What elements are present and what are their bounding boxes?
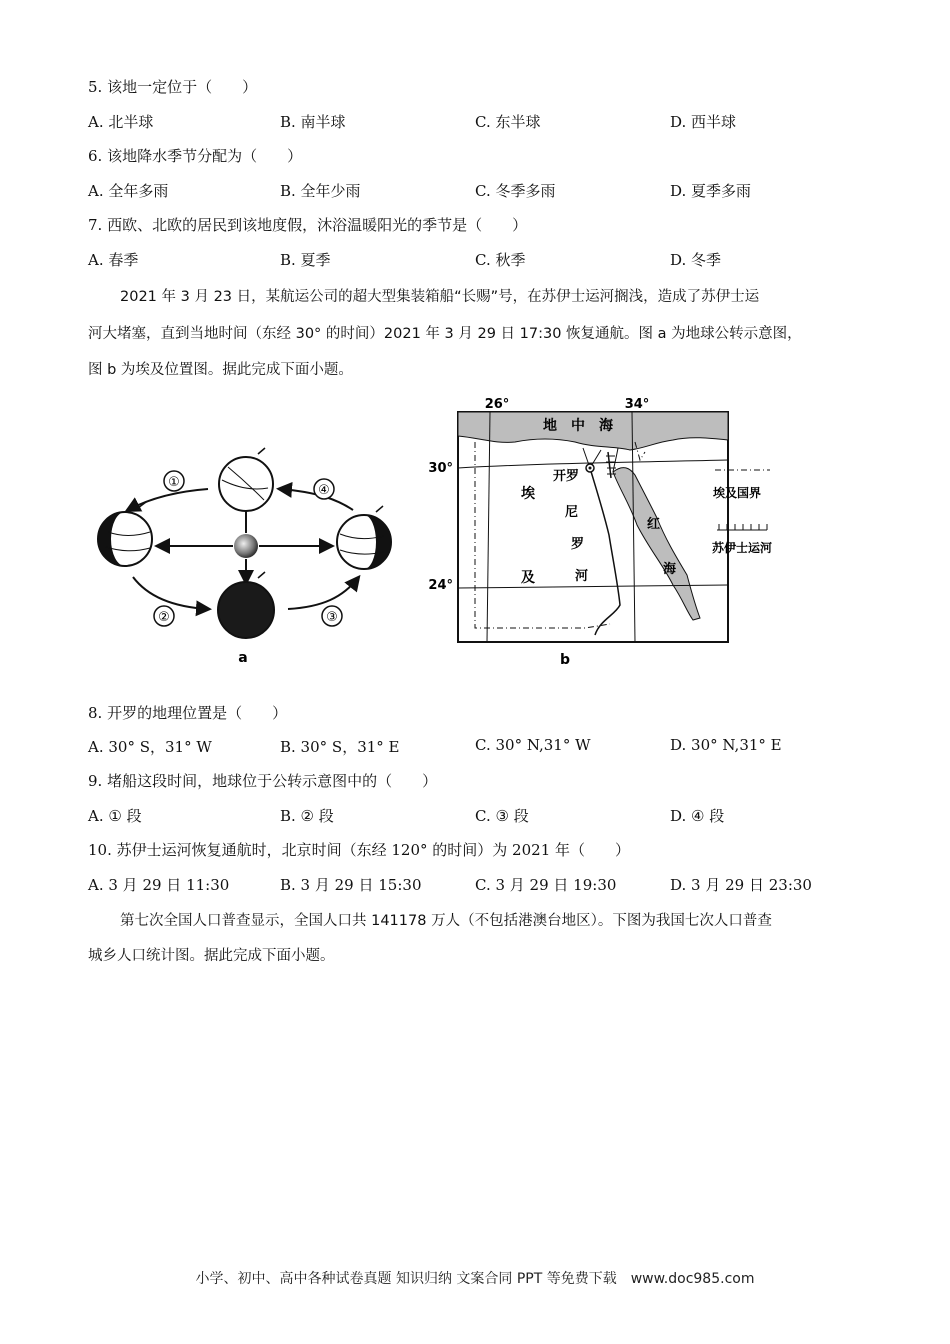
lat-label-24: 24° xyxy=(428,578,453,593)
q6-option-b[interactable]: B. 全年少雨 xyxy=(280,182,361,200)
q9-stem: 9. 堵船这段时间，地球位于公转示意图中的（ ） xyxy=(88,772,438,790)
lon-label-26: 26° xyxy=(484,397,510,412)
q5-stem: 5. 该地一定位于（ ） xyxy=(88,78,258,96)
q10-option-b[interactable]: B. 3 月 29 日 15:30 xyxy=(280,876,422,894)
river-char-3: 河 xyxy=(575,569,589,584)
q8-option-d[interactable]: D. 30° N,31° E xyxy=(670,736,782,754)
passage1-line3: 图 b 为埃及位置图。据此完成下面小题。 xyxy=(88,362,353,378)
red-sea-char-1: 红 xyxy=(647,517,661,532)
river-char-2: 罗 xyxy=(571,537,585,552)
q9-option-d[interactable]: D. ④ 段 xyxy=(670,807,725,825)
q6-option-c[interactable]: C. 冬季多雨 xyxy=(475,182,556,200)
q7-option-d[interactable]: D. 冬季 xyxy=(670,251,722,269)
legend-canal-label: 苏伊士运河 xyxy=(712,541,773,555)
earth-bottom-icon xyxy=(218,572,274,638)
q7-option-c[interactable]: C. 秋季 xyxy=(475,251,526,269)
orbit-arrow-2 xyxy=(133,577,208,609)
q5-option-b[interactable]: B. 南半球 xyxy=(280,113,346,131)
figure-b-caption: b xyxy=(559,652,571,668)
q9-option-a[interactable]: A. ① 段 xyxy=(88,807,142,825)
legend-border-label: 埃及国界 xyxy=(713,486,762,500)
river-char-1: 尼 xyxy=(565,505,579,520)
country-char-1: 埃 xyxy=(521,486,535,502)
country-char-2: 及 xyxy=(521,570,535,586)
lon-label-34: 34° xyxy=(624,397,650,412)
passage1-line1: 2021 年 3 月 23 日，某航运公司的超大型集装箱船“长赐”号，在苏伊士运河搁浅，造成了苏伊士运 xyxy=(120,289,760,305)
segment-label-2: ② xyxy=(158,610,170,625)
lat-label-30: 30° xyxy=(428,461,453,476)
q10-option-a[interactable]: A. 3 月 29 日 11:30 xyxy=(88,876,230,894)
q8-option-c[interactable]: C. 30° N,31° W xyxy=(475,736,591,754)
q6-option-d[interactable]: D. 夏季多雨 xyxy=(670,182,752,200)
earth-left-icon xyxy=(98,502,152,566)
passage2-line1: 第七次全国人口普查显示，全国人口共 141178 万人（不包括港澳台地区）。下图为我国七次人口普查 xyxy=(120,913,772,929)
segment-label-3: ③ xyxy=(326,610,338,625)
q8-option-a[interactable]: A. 30° S，31° W xyxy=(88,738,212,756)
sea-label: 地 中 海 xyxy=(543,418,613,434)
q9-options xyxy=(88,805,888,827)
passage2-line2: 城乡人口统计图。据此完成下面小题。 xyxy=(88,948,335,964)
q10-option-c[interactable]: C. 3 月 29 日 19:30 xyxy=(475,876,617,894)
q5-options xyxy=(88,111,888,133)
q7-options xyxy=(88,249,888,271)
q7-stem: 7. 西欧、北欧的居民到该地度假，沐浴温暖阳光的季节是（ ） xyxy=(88,216,528,234)
city-label: 开罗 xyxy=(553,469,580,484)
q7-option-b[interactable]: B. 夏季 xyxy=(280,251,331,269)
q5-option-c[interactable]: C. 东半球 xyxy=(475,113,541,131)
q6-option-a[interactable]: A. 全年多雨 xyxy=(88,182,169,200)
q8-options xyxy=(88,736,888,758)
earth-top-icon xyxy=(219,448,273,511)
figure-a-caption: a xyxy=(238,650,248,666)
q6-stem: 6. 该地降水季节分配为（ ） xyxy=(88,147,303,165)
figure-b-egypt-map xyxy=(425,390,795,672)
q10-stem: 10. 苏伊士运河恢复通航时，北京时间（东经 120° 的时间）为 2021 年（ ） xyxy=(88,841,631,859)
q8-stem: 8. 开罗的地理位置是（ ） xyxy=(88,704,288,722)
earth-right-icon xyxy=(337,506,391,569)
q5-option-d[interactable]: D. 西半球 xyxy=(670,113,737,131)
q10-options xyxy=(88,874,888,896)
segment-label-1: ① xyxy=(168,475,180,490)
red-sea-char-2: 海 xyxy=(663,562,677,577)
sun-icon xyxy=(234,534,258,558)
q6-options xyxy=(88,180,888,202)
q5-option-a[interactable]: A. 北半球 xyxy=(88,113,154,131)
passage1-line2: 河大堵塞，直到当地时间（东经 30° 的时间）2021 年 3 月 29 日 17:30 恢复通航。图 a 为地球公转示意图， xyxy=(88,326,802,342)
orbit-arrow-3 xyxy=(288,578,358,609)
segment-label-4: ④ xyxy=(318,483,330,498)
q9-option-b[interactable]: B. ② 段 xyxy=(280,807,334,825)
q10-option-d[interactable]: D. 3 月 29 日 23:30 xyxy=(670,876,812,894)
q9-option-c[interactable]: C. ③ 段 xyxy=(475,807,529,825)
page-footer: 小学、初中、高中各种试卷真题 知识归纳 文案合同 PPT 等免费下载 www.doc985.com xyxy=(195,1271,755,1287)
q8-option-b[interactable]: B. 30° S，31° E xyxy=(280,738,400,756)
q7-option-a[interactable]: A. 春季 xyxy=(88,251,139,269)
figure-a-revolution-diagram xyxy=(88,392,408,672)
